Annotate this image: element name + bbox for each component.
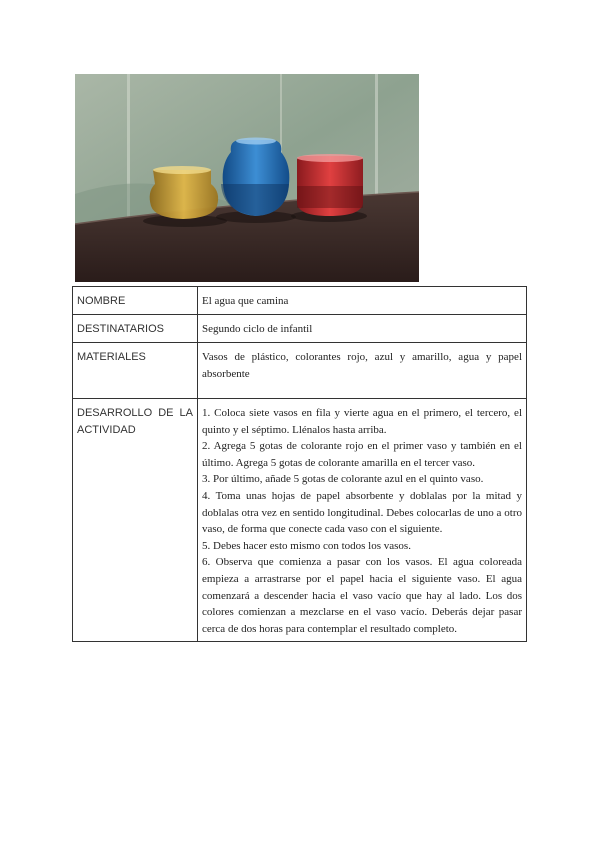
nombre-value: El agua que camina [198,287,527,315]
step-5: 5. Debes hacer esto mismo con todos los vasos. [202,539,411,552]
destinatarios-label: DESTINATARIOS [73,315,198,343]
table-row [73,399,527,642]
materiales-value: Vasos de plástico, colorantes rojo, azul y amarillo, agua y papel absorbente [198,343,527,399]
step-6: 6. Observa que comienza a pasar con los vasos. El agua coloreada empieza a arrastrarse por el papel hacia el siguiente vaso. El agua comenzará a descender hacia el vaso vacío que hay al lado. Los dos colores comienzan a mezclarse en el vaso vacío. Deberás dejar pasar cerca de dos horas para contemplar el resultado completo. [202,556,522,635]
desarrollo-label: DESARROLLO DE LA ACTIVIDAD [73,399,198,642]
step-2: 2. Agrega 5 gotas de colorante rojo en el primer vaso y también en el último. Agrega 5 gotas de colorante amarilla en el tercer vaso. [202,440,522,469]
step-4: 4. Toma unas hojas de papel absorbente y doblalas por la mitad y doblalas otra vez en sentido longitudinal. Debes colocarlas de uno a otro vaso, de forma que conecte cada vaso con el siguiente. [202,489,522,536]
table-row [73,315,527,343]
activity-table [72,286,527,642]
step-1: 1. Coloca siete vasos en fila y vierte agua en el primero, el tercero, el quinto y el séptimo. Llénalos hasta arriba. [202,407,522,436]
glass-vases-photo [75,74,419,282]
desarrollo-value [198,399,527,642]
table-row [73,343,527,399]
table-row [73,287,527,315]
destinatarios-value: Segundo ciclo de infantil [198,315,527,343]
step-3: 3. Por último, añade 5 gotas de colorante azul en el quinto vaso. [202,473,484,486]
materiales-label: MATERIALES [73,343,198,399]
nombre-label: NOMBRE [73,287,198,315]
